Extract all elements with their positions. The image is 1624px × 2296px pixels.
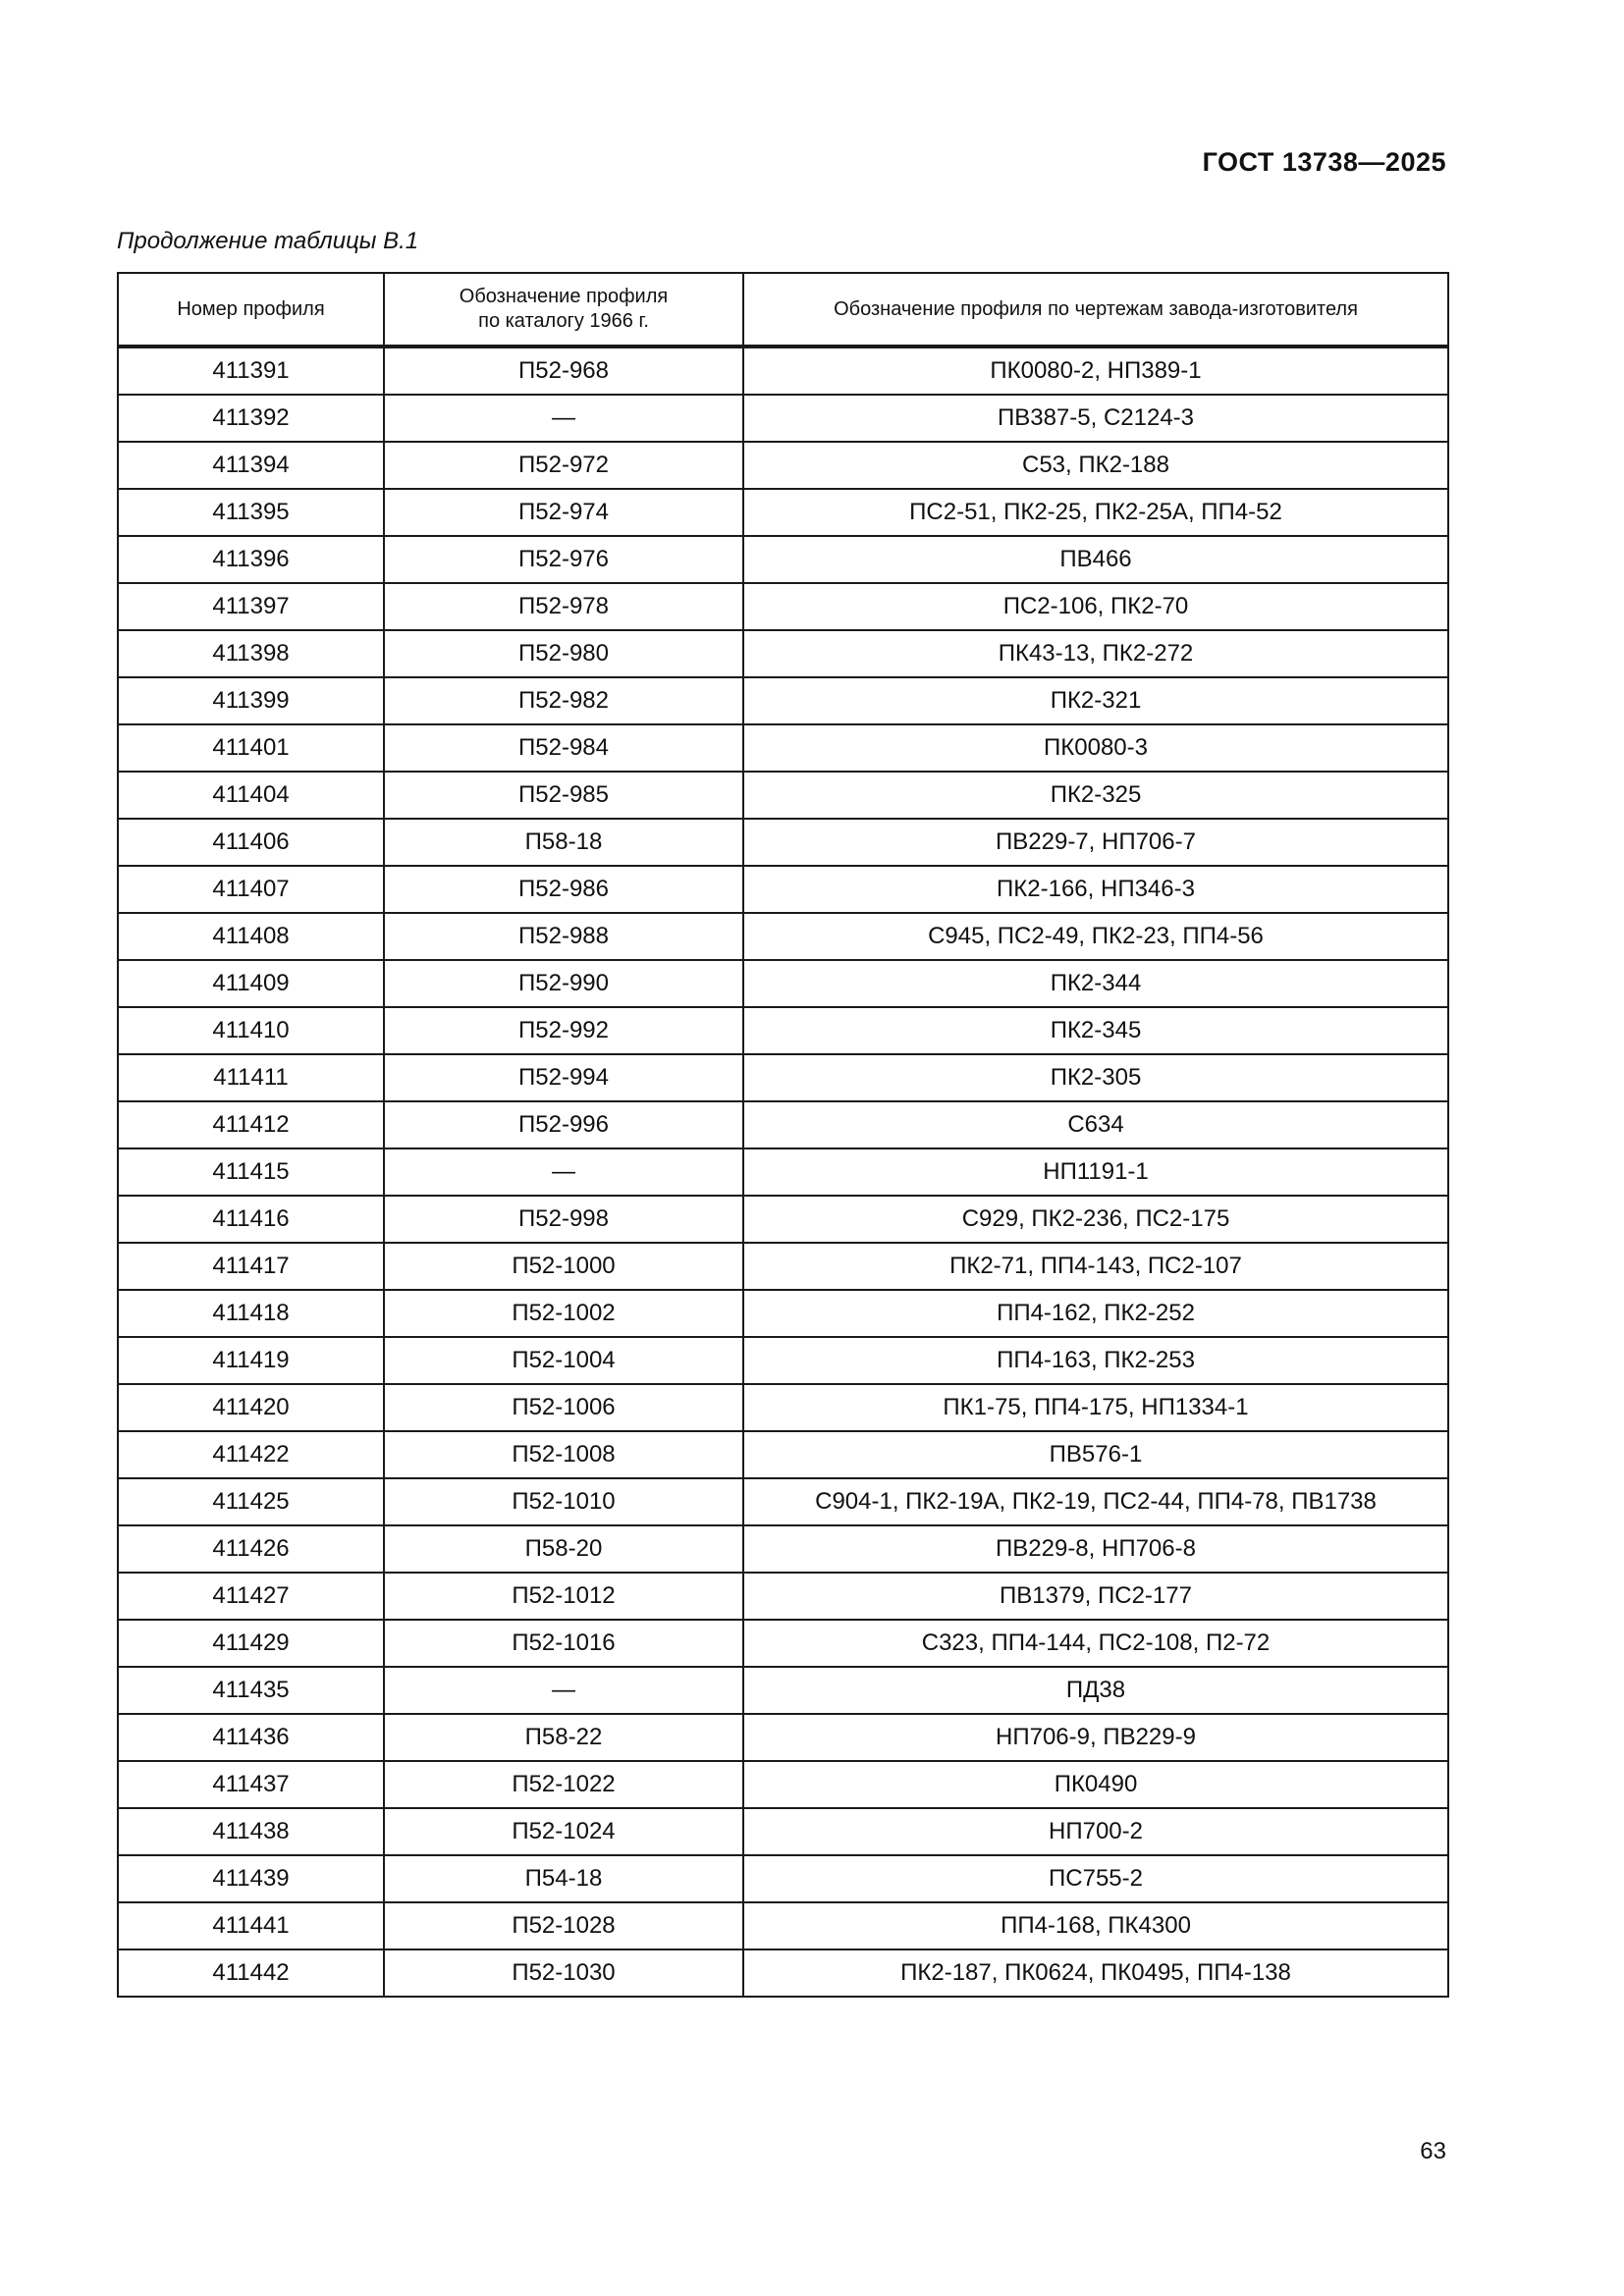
manufacturer-designation-cell: ПВ387-5, С2124-3 — [743, 395, 1448, 442]
table-row — [118, 1525, 1448, 1573]
manufacturer-designation-cell: ПК2-166, НП346-3 — [743, 866, 1448, 913]
table-row — [118, 724, 1448, 772]
manufacturer-designation-cell: ПК2-321 — [743, 677, 1448, 724]
catalog-1966-cell: П52-996 — [384, 1101, 743, 1148]
table-row — [118, 583, 1448, 630]
manufacturer-designation-cell: С929, ПК2-236, ПС2-175 — [743, 1196, 1448, 1243]
manufacturer-designation-cell: ПК0490 — [743, 1761, 1448, 1808]
manufacturer-designation-cell: ПК2-344 — [743, 960, 1448, 1007]
catalog-1966-cell: П52-974 — [384, 489, 743, 536]
catalog-1966-cell: П58-20 — [384, 1525, 743, 1573]
catalog-1966-cell: П58-18 — [384, 819, 743, 866]
table-row — [118, 866, 1448, 913]
manufacturer-designation-cell: ПП4-168, ПК4300 — [743, 1902, 1448, 1949]
profile-number-cell: 411408 — [118, 913, 384, 960]
catalog-1966-cell: П52-982 — [384, 677, 743, 724]
profile-number-cell: 411419 — [118, 1337, 384, 1384]
table-caption: Продолжение таблицы В.1 — [117, 228, 419, 254]
table-row — [118, 1902, 1448, 1949]
manufacturer-designation-cell: ПВ229-7, НП706-7 — [743, 819, 1448, 866]
table-row — [118, 630, 1448, 677]
profile-number-cell: 411412 — [118, 1101, 384, 1148]
catalog-1966-cell: П52-988 — [384, 913, 743, 960]
manufacturer-designation-cell: ПК2-71, ПП4-143, ПС2-107 — [743, 1243, 1448, 1290]
table-row — [118, 1431, 1448, 1478]
catalog-1966-cell: П52-994 — [384, 1054, 743, 1101]
table-row — [118, 1667, 1448, 1714]
table-row — [118, 772, 1448, 819]
profile-number-cell: 411427 — [118, 1573, 384, 1620]
profile-number-cell: 411401 — [118, 724, 384, 772]
catalog-1966-cell: П52-1008 — [384, 1431, 743, 1478]
manufacturer-designation-cell: ПП4-163, ПК2-253 — [743, 1337, 1448, 1384]
catalog-1966-cell: — — [384, 1667, 743, 1714]
manufacturer-designation-cell: ПС2-51, ПК2-25, ПК2-25А, ПП4-52 — [743, 489, 1448, 536]
table-header-row — [118, 273, 1448, 347]
manufacturer-designation-cell: ПС755-2 — [743, 1855, 1448, 1902]
catalog-1966-cell: П52-1010 — [384, 1478, 743, 1525]
profile-number-cell: 411415 — [118, 1148, 384, 1196]
profile-number-cell: 411409 — [118, 960, 384, 1007]
manufacturer-designation-cell: С53, ПК2-188 — [743, 442, 1448, 489]
catalog-1966-cell: П52-990 — [384, 960, 743, 1007]
profile-number-cell: 411425 — [118, 1478, 384, 1525]
manufacturer-designation-cell: ПВ229-8, НП706-8 — [743, 1525, 1448, 1573]
catalog-1966-cell: П52-1006 — [384, 1384, 743, 1431]
manufacturer-designation-cell: ПК1-75, ПП4-175, НП1334-1 — [743, 1384, 1448, 1431]
catalog-1966-cell: П52-998 — [384, 1196, 743, 1243]
table-row — [118, 347, 1448, 395]
table-row — [118, 819, 1448, 866]
catalog-1966-cell: П52-986 — [384, 866, 743, 913]
manufacturer-designation-cell: ПК2-305 — [743, 1054, 1448, 1101]
profile-number-cell: 411426 — [118, 1525, 384, 1573]
manufacturer-designation-cell: ПК2-325 — [743, 772, 1448, 819]
table-row — [118, 1949, 1448, 1997]
table-row — [118, 536, 1448, 583]
manufacturer-designation-cell: ПС2-106, ПК2-70 — [743, 583, 1448, 630]
catalog-1966-cell: П58-22 — [384, 1714, 743, 1761]
manufacturer-designation-cell: ПК0080-2, НП389-1 — [743, 347, 1448, 395]
profile-number-cell: 411392 — [118, 395, 384, 442]
manufacturer-designation-cell: ПВ1379, ПС2-177 — [743, 1573, 1448, 1620]
catalog-1966-cell: П52-1022 — [384, 1761, 743, 1808]
catalog-1966-cell: П52-972 — [384, 442, 743, 489]
table-row — [118, 1384, 1448, 1431]
profile-number-cell: 411396 — [118, 536, 384, 583]
catalog-1966-cell: П52-1012 — [384, 1573, 743, 1620]
profile-number-cell: 411394 — [118, 442, 384, 489]
table-row — [118, 1196, 1448, 1243]
profile-number-cell: 411437 — [118, 1761, 384, 1808]
profile-number-cell: 411418 — [118, 1290, 384, 1337]
column-header-profile-number: Номер профиля — [118, 273, 384, 347]
profile-number-cell: 411398 — [118, 630, 384, 677]
profile-number-cell: 411436 — [118, 1714, 384, 1761]
table-row — [118, 1573, 1448, 1620]
profile-number-cell: 411395 — [118, 489, 384, 536]
catalog-1966-cell: П52-1028 — [384, 1902, 743, 1949]
table-row — [118, 960, 1448, 1007]
catalog-1966-cell: П52-1002 — [384, 1290, 743, 1337]
table-row — [118, 1855, 1448, 1902]
catalog-1966-cell: П52-1030 — [384, 1949, 743, 1997]
document-code: ГОСТ 13738—2025 — [1202, 147, 1446, 177]
table-row — [118, 1054, 1448, 1101]
catalog-1966-cell: П52-980 — [384, 630, 743, 677]
profile-number-cell: 411420 — [118, 1384, 384, 1431]
table-row — [118, 489, 1448, 536]
page-number: 63 — [1420, 2138, 1446, 2164]
table-row — [118, 1337, 1448, 1384]
profile-number-cell: 411391 — [118, 347, 384, 395]
profile-number-cell: 411404 — [118, 772, 384, 819]
profile-number-cell: 411442 — [118, 1949, 384, 1997]
profile-number-cell: 411439 — [118, 1855, 384, 1902]
catalog-1966-cell: П52-985 — [384, 772, 743, 819]
catalog-1966-cell: П52-1016 — [384, 1620, 743, 1667]
table-row — [118, 1808, 1448, 1855]
manufacturer-designation-cell: НП706-9, ПВ229-9 — [743, 1714, 1448, 1761]
profile-number-cell: 411435 — [118, 1667, 384, 1714]
manufacturer-designation-cell: ПК43-13, ПК2-272 — [743, 630, 1448, 677]
manufacturer-designation-cell: С904-1, ПК2-19А, ПК2-19, ПС2-44, ПП4-78, ПВ1738 — [743, 1478, 1448, 1525]
manufacturer-designation-cell: ПК2-345 — [743, 1007, 1448, 1054]
manufacturer-designation-cell: ПД38 — [743, 1667, 1448, 1714]
table-row — [118, 1714, 1448, 1761]
manufacturer-designation-cell: ПВ576-1 — [743, 1431, 1448, 1478]
catalog-1966-cell: П54-18 — [384, 1855, 743, 1902]
profile-number-cell: 411417 — [118, 1243, 384, 1290]
manufacturer-designation-cell: НП700-2 — [743, 1808, 1448, 1855]
table-row — [118, 1478, 1448, 1525]
table-row — [118, 1101, 1448, 1148]
table-row — [118, 1148, 1448, 1196]
manufacturer-designation-cell: ПВ466 — [743, 536, 1448, 583]
table-row — [118, 913, 1448, 960]
profiles-table-container — [117, 272, 1447, 1998]
profile-number-cell: 411406 — [118, 819, 384, 866]
manufacturer-designation-cell: НП1191-1 — [743, 1148, 1448, 1196]
table-row — [118, 442, 1448, 489]
manufacturer-designation-cell: С323, ПП4-144, ПС2-108, П2-72 — [743, 1620, 1448, 1667]
profile-number-cell: 411410 — [118, 1007, 384, 1054]
profile-number-cell: 411411 — [118, 1054, 384, 1101]
manufacturer-designation-cell: ПК2-187, ПК0624, ПК0495, ПП4-138 — [743, 1949, 1448, 1997]
profile-number-cell: 411438 — [118, 1808, 384, 1855]
profile-number-cell: 411416 — [118, 1196, 384, 1243]
catalog-1966-cell: П52-984 — [384, 724, 743, 772]
table-row — [118, 1290, 1448, 1337]
catalog-1966-cell: П52-992 — [384, 1007, 743, 1054]
catalog-1966-cell: П52-1000 — [384, 1243, 743, 1290]
table-row — [118, 1620, 1448, 1667]
manufacturer-designation-cell: С634 — [743, 1101, 1448, 1148]
table-row — [118, 1007, 1448, 1054]
profile-number-cell: 411399 — [118, 677, 384, 724]
table-body — [118, 347, 1448, 1997]
profile-number-cell: 411397 — [118, 583, 384, 630]
table-row — [118, 677, 1448, 724]
column-header-manufacturer-designation: Обозначение профиля по чертежам завода-изготовителя — [743, 273, 1448, 347]
manufacturer-designation-cell: С945, ПС2-49, ПК2-23, ПП4-56 — [743, 913, 1448, 960]
profiles-table — [117, 272, 1449, 1998]
profile-number-cell: 411429 — [118, 1620, 384, 1667]
catalog-1966-cell: — — [384, 395, 743, 442]
column-header-catalog-1966: Обозначение профиля по каталогу 1966 г. — [384, 273, 743, 347]
table-row — [118, 1243, 1448, 1290]
catalog-1966-cell: — — [384, 1148, 743, 1196]
manufacturer-designation-cell: ПП4-162, ПК2-252 — [743, 1290, 1448, 1337]
catalog-1966-cell: П52-1004 — [384, 1337, 743, 1384]
catalog-1966-cell: П52-978 — [384, 583, 743, 630]
catalog-1966-cell: П52-1024 — [384, 1808, 743, 1855]
table-row — [118, 395, 1448, 442]
profile-number-cell: 411407 — [118, 866, 384, 913]
catalog-1966-cell: П52-976 — [384, 536, 743, 583]
profile-number-cell: 411441 — [118, 1902, 384, 1949]
table-row — [118, 1761, 1448, 1808]
profile-number-cell: 411422 — [118, 1431, 384, 1478]
manufacturer-designation-cell: ПК0080-3 — [743, 724, 1448, 772]
catalog-1966-cell: П52-968 — [384, 347, 743, 395]
